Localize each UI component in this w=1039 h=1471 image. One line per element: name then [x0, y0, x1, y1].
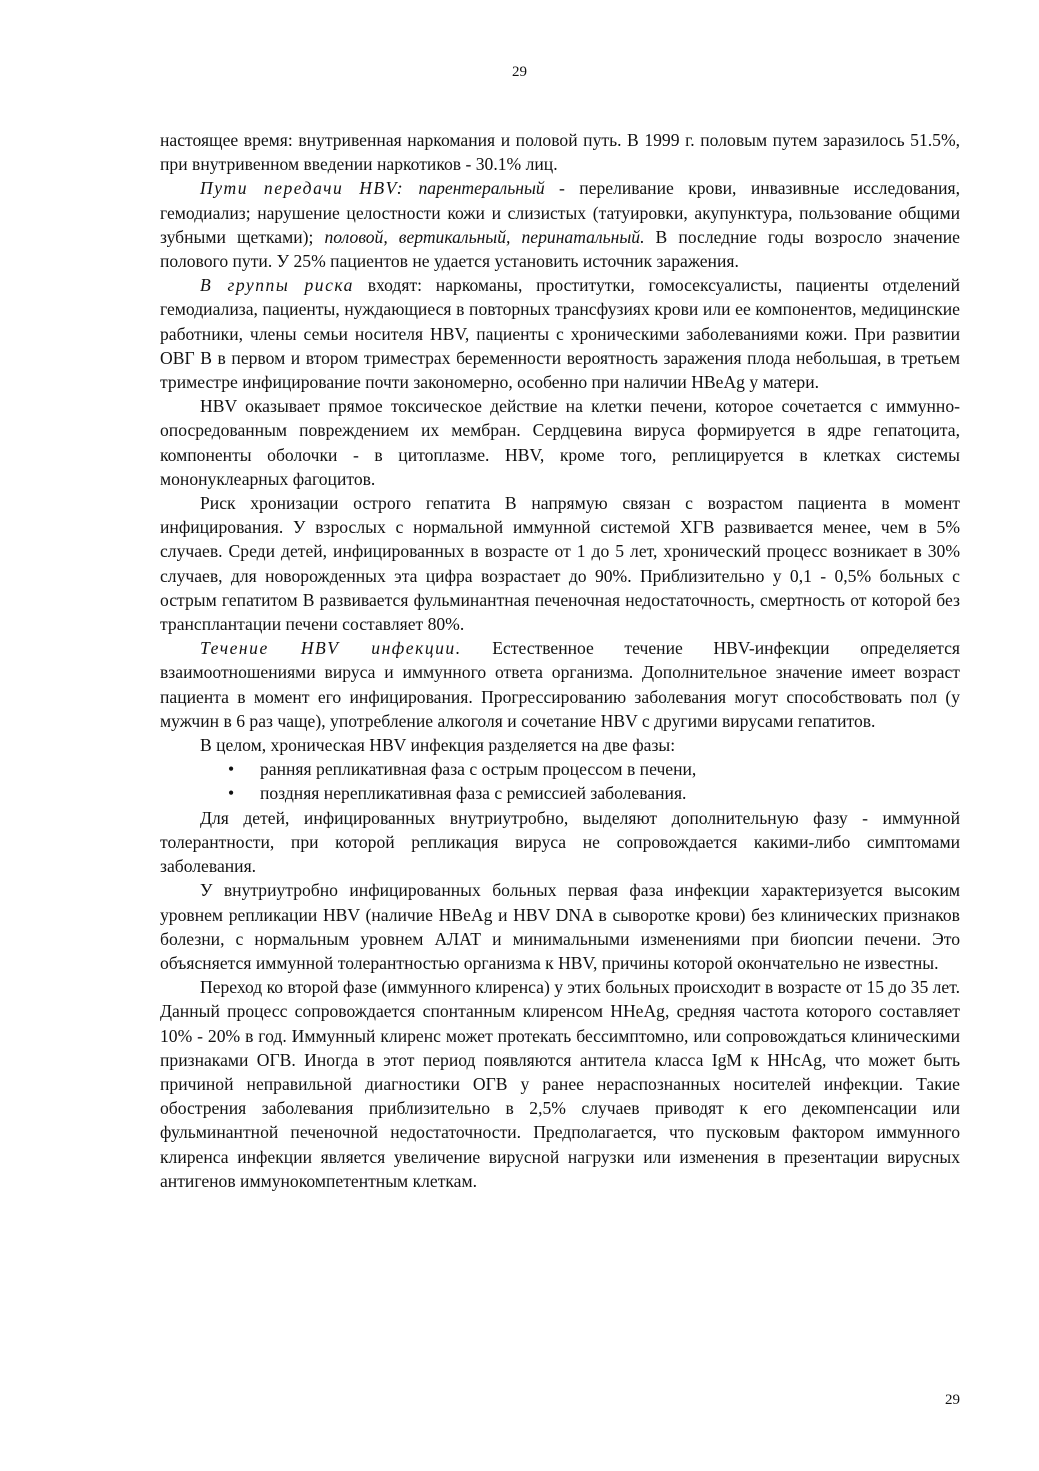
parenteral-term: парентеральный: [418, 178, 545, 199]
paragraph-transmission-routes: [160, 176, 960, 273]
page-number-top: 29: [512, 64, 527, 80]
transmission-text-2: В последние годы возросло значение полового пути. У 25% пациентов не удается установить источник заражения.: [160, 226, 960, 272]
list-item: • ранняя репликативная фаза с острым процессом в печени,: [160, 757, 960, 781]
paragraph-10: Переход ко второй фазе (иммунного клиренса) у этих больных происходит в возрасте от 15 до 35 лет. Данный процесс сопровождается спонтанным клиренсом HHeAg, средняя частота которого составляет 10% - 20% в год. Иммунный клиренс может протекать бессимптомно, или сопровождаться клиническими признаками ОГВ. Иногда в этот период появляются антитела класса IgM к HHcAg, что может быть причиной неправильной диагностики ОГВ у ранее нераспознанных носителей инфекции. Такие обострения заболевания приблизительно в 2,5% случаев приводят к его декомпенсации или фульминантной печеночной недостаточности. Предполагается, что пусковым фактором иммунного клиренса инфекции является увеличение вирусной нагрузки или изменения в презентации вирусных антигенов иммунокомпетентным клеткам.: [160, 977, 960, 1191]
risk-groups-heading: В группы риска: [200, 275, 354, 296]
paragraph-8: Для детей, инфицированных внутриутробно, выделяют дополнительную фазу - иммунной толерантности, при которой репликация вируса не сопровождается какими-либо симптомами заболевания.: [160, 807, 960, 877]
course-text: Естественное течение HBV-инфекции определяется взаимоотношениями вируса и иммунного ответа организма. Дополнительное значение имеет возраст пациента в момент его инфицирования. Прогрессированию заболевания могут способствовать пол (у мужчин в 6 раз чаще), употребление алкоголя и сочетание HBV с другими вирусами гепатитов.: [160, 638, 960, 731]
routes-term: половой, вертикальный, перинатальный.: [324, 226, 645, 247]
paragraph-4: HBV оказывает прямое токсическое действие на клетки печени, которое сочетается с иммунно-опосредованным повреждением их мембран. Сердцевина вируса формируется в ядре гепатоцита, компоненты оболочки - в цитоплазме. HBV, кроме того, реплицируется в клетках системы мононуклеарных фагоцитов.: [160, 396, 960, 489]
paragraph-risk-groups: [160, 273, 960, 394]
bullet-icon: •: [228, 783, 235, 804]
document-body: [160, 128, 960, 1193]
paragraph-course: [160, 636, 960, 733]
transmission-routes-heading: Пути передачи HBV:: [200, 178, 405, 199]
paragraph-9: У внутриутробно инфицированных больных первая фаза инфекции характеризуется высоким уровнем репликации HBV (наличие HBeAg и HBV DNA в сыворотке крови) без клинических признаков болезни, с нормальным уровнем АЛАТ и минимальными изменениями при биопсии печени. Это объясняется иммунной толерантностью организма к HBV, причины которой окончательно не известны.: [160, 880, 960, 973]
page-number-bottom: 29: [945, 1392, 960, 1408]
list-item: • поздняя нерепликативная фаза с ремиссией заболевания.: [160, 781, 960, 805]
paragraph-5: Риск хронизации острого гепатита В напрямую связан с возрастом пациента в момент инфицирования. У взрослых с нормальной иммунной системой ХГВ развивается менее, чем в 5% случаев. Среди детей, инфицированных в возрасте от 1 до 5 лет, хронический процесс возникает в 30% случаев, для новорожденных эта цифра возрастает до 90%. Приблизительно у 0,1 - 0,5% больных с острым гепатитом В развивается фульминантная печеночная недостаточность, смертность от которой без трансплантации печени составляет 80%.: [160, 493, 960, 635]
paragraph-7: В целом, хроническая HBV инфекция разделяется на две фазы:: [200, 735, 676, 756]
transmission-text-1: - переливание крови, инвазивные исследования, гемодиализ; нарушение целостности кожи и слизистых (татуировки, акупунктура, пользование общими зубными щетками);: [160, 178, 960, 247]
phases-list: [160, 757, 960, 805]
bullet-icon: •: [228, 759, 235, 780]
paragraph-1: настоящее время: внутривенная наркомания и половой путь. В 1999 г. половым путем заразилось 51.5%, при внутривенном введении наркотиков - 30.1% лиц.: [160, 130, 960, 175]
risk-groups-text: входят: наркоманы, проститутки, гомосексуалисты, пациенты отделений гемодиализа, пациенты, нуждающиеся в повторных трансфузиях крови или ее компонентов, медицинские работники, члены семьи носителя HBV, пациенты с хроническими заболеваниями кожи. При развитии ОВГ В в первом и втором триместрах беременности вероятность заражения плода небольшая, в третьем триместре инфицирование почти закономерно, особенно при наличии HBeAg у матери.: [160, 275, 960, 393]
course-heading: Течение HBV инфекции.: [200, 638, 462, 659]
